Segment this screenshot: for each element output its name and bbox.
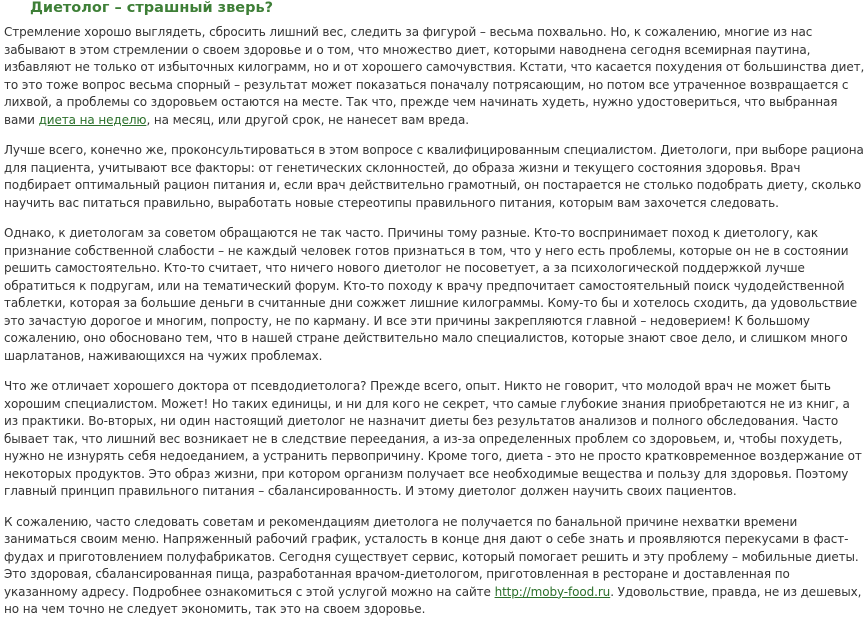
paragraph-5-text-after: . Удовольствие, правда, не из дешевых, но на чем точно не следует экономить, так это на своем здоровье. [4,584,862,616]
paragraph-4: Что же отличает хорошего доктора от псевдодиетолога? Прежде всего, опыт. Никто не говорит, что молодой врач не может быть хорошим специалистом. Может! Но таких единицы, и ни для кого не секрет, что самые глубокие знания приобретаются не из книг, а из практики. Во-вторых, ни один настоящий диетолог не назначит диеты без результатов анализов и полного обследования. Часто бывает так, что лишний вес возникает не в следствие переедания, а из-за определенных проблем со здоровьем, и, чтобы похудеть, нужно не изнурять себя недоеданием, а устранить первопричину. Кроме того, диета - это не просто кратковременное воздержание от некоторых продуктов. Это образ жизни, при котором организм получает все необходимые вещества и пользу для здоровья. Поэтому главный принцип правильного питания – сбалансированность. И этому диетолог должен научить своих пациентов. [4,379,862,498]
paragraph-5 [4,514,866,619]
paragraph-1 [4,24,866,129]
moby-food-link[interactable]: http://moby-food.ru [494,584,611,599]
paragraph-5-text-before: К сожалению, часто следовать советам и рекомендациям диетолога не получается по банальной причине нехватки времени заниматься своим меню. Напряженный рабочий график, усталость в конце дня дают о себе знать и проявляются перекусами в фаст-фудах и приготовлением полуфабрикатов. Сегодня существует сервис, который помогает решить и эту проблему – мобильные диеты. Это здоровая, сбалансированная пища, разработанная врачом-диетологом, приготовленная в ресторане и доставленная по указанному адресу. Подробнее ознакомиться с этой услугой можно на сайте [4,514,859,599]
paragraph-1-text-after: , на месяц, или другой срок, не нанесет вам вреда. [146,112,470,127]
diet-week-link[interactable]: диета на неделю [38,112,147,127]
paragraph-3: Однако, к диетологам за советом обращаются не так часто. Причины тому разные. Кто-то воспринимает поход к диетологу, как признание собственной слабости – не каждый человек готов признаться в том, что у него есть проблемы, которые он не в состоянии решить самостоятельно. Кто-то считает, что ничего нового диетолог не посоветует, а за психологической поддержкой лучше обратиться к подругам, или на тематический форум. Кто-то походу к врачу предпочитает самостоятельный поиск чудодейственной таблетки, которая за большие деньги в считанные дни сожжет лишние килограммы. Кому-то бы и хотелось сходить, да удовольствие это зачастую дорогое и многим, попросту, не по карману. И все эти причины закрепляются главной – недоверием! К большому сожалению, оно обосновано тем, что в нашей стране действительно мало специалистов, которые знают свое дело, и слишком много шарлатанов, наживающихся на чужих проблемах. [4,226,858,363]
article-title: Диетолог – страшный зверь? [30,0,274,16]
paragraph-2: Лучше всего, конечно же, проконсультироваться в этом вопросе с квалифицированным специалистом. Диетологи, при выборе рациона для пациента, учитывают все факторы: от генетических склонностей, до образа жизни и текущего состояния здоровья. Врач подбирает оптимальный рацион питания и, если врач действительно грамотный, он постарается не столько подобрать диету, сколько научить вас питаться правильно, выработать новые стереотипы правильного питания, которым вам захочется следовать. [4,143,864,210]
paragraph-1-text-before: Стремление хорошо выглядеть, сбросить лишний вес, следить за фигурой – весьма похвально. Но, к сожалению, многие из нас забывают в этом стремлении о своем здоровье и о том, что множество диет, которыми наводнена сегодня всемирная паутина, избавляют не только от избыточных килограмм, но и от хорошего самочувствия. Кстати, что касается похудения от большинства диет, то это тоже вопрос весьма спорный – результат может показаться поначалу потрясающим, но потом все утраченное возвращается с лихвой, а проблемы со здоровьем остаются на месте. Так что, прежде чем начинать худеть, нужно удостовериться, что выбранная вами [4,25,865,127]
